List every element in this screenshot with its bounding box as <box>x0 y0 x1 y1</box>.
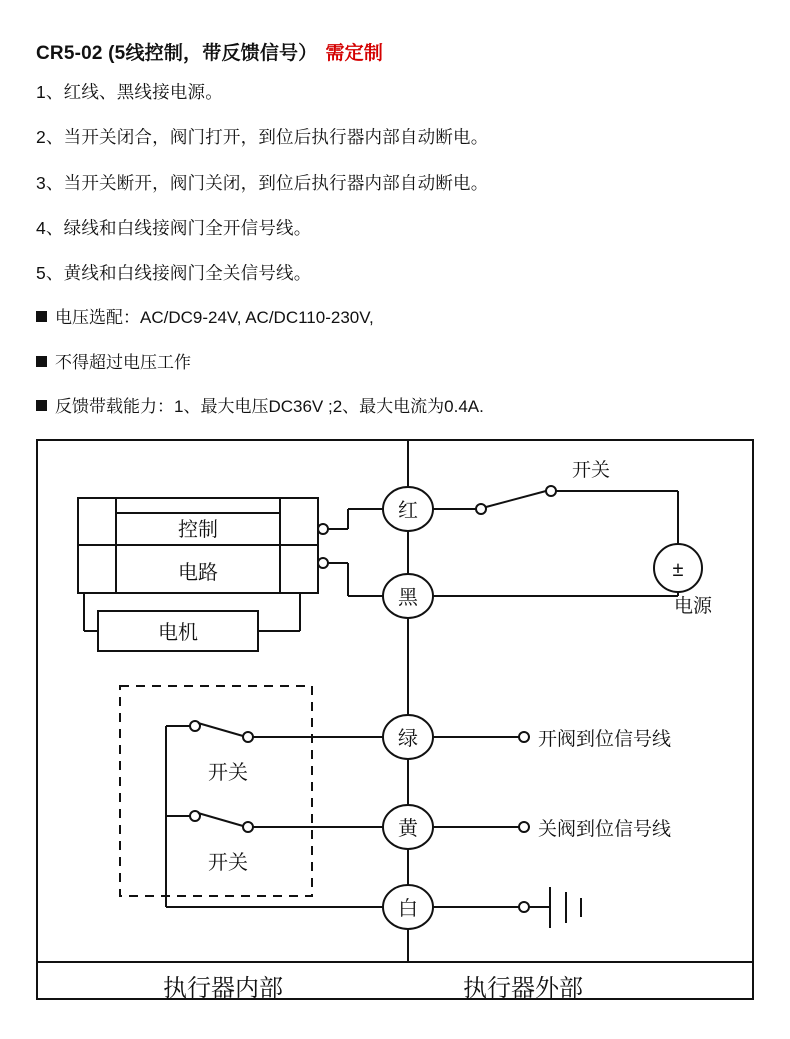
green-signal-label: 开阀到位信号线 <box>538 728 672 750</box>
wire-node-black-text: 黑 <box>398 586 418 609</box>
switch-top-label: 开关 <box>572 459 611 481</box>
page-title <box>36 38 754 65</box>
bullet-overvoltage-warning <box>36 350 754 376</box>
wire-node-yellow-text: 黄 <box>398 817 418 840</box>
wire-node-white-text: 白 <box>398 897 418 920</box>
instruction-line-3: 3、当开关断开，阀门关闭，到位后执行器内部自动断电。 <box>36 172 489 193</box>
custom-note-badge: 需定制 <box>325 43 384 64</box>
bullet-feedback-capacity <box>36 394 754 420</box>
bullet-feedback-capacity-text: 反馈带载能力：1、最大电压DC36V ;2、最大电流为0.4A. <box>55 397 484 417</box>
control-box-line2-text: 电路 <box>178 561 218 584</box>
bullet-voltage-options-text: 电压选配：AC/DC9-24V, AC/DC110-230V, <box>55 308 374 328</box>
internal-switch-1-text: 开关 <box>208 761 248 784</box>
bullet-voltage-options <box>36 305 754 331</box>
square-bullet-icon <box>36 400 47 411</box>
wire-node-green-text: 绿 <box>398 727 418 750</box>
square-bullet-icon <box>36 356 47 367</box>
square-bullet-icon <box>36 311 47 322</box>
model-title: CR5-02 (5线控制，带反馈信号） <box>36 43 318 64</box>
instruction-line-2: 2、当开关闭合，阀门打开，到位后执行器内部自动断电。 <box>36 127 489 148</box>
motor-label-text: 电机 <box>158 621 198 644</box>
wire-node-red-text: 红 <box>398 499 418 522</box>
wiring-diagram <box>36 439 754 1000</box>
instruction-line-4: 4、绿线和白线接阀门全开信号线。 <box>36 217 312 238</box>
bullet-overvoltage-warning-text: 不得超过电压工作 <box>55 352 191 372</box>
wiring-diagram-wrapper <box>36 439 754 1000</box>
zone-outside-label: 执行器外部 <box>463 974 583 1002</box>
yellow-signal-label: 关阀到位信号线 <box>538 818 672 840</box>
instruction-line-5: 5、黄线和白线接阀门全关信号线。 <box>36 263 312 283</box>
power-symbol-text: ± <box>672 558 684 581</box>
zone-inside-label: 执行器内部 <box>163 974 283 1002</box>
control-box-line1-text: 控制 <box>178 518 218 541</box>
instruction-line-1: 1、红线、黑线接电源。 <box>36 82 223 102</box>
internal-switch-2-text: 开关 <box>208 851 248 874</box>
power-label: 电源 <box>674 595 713 617</box>
